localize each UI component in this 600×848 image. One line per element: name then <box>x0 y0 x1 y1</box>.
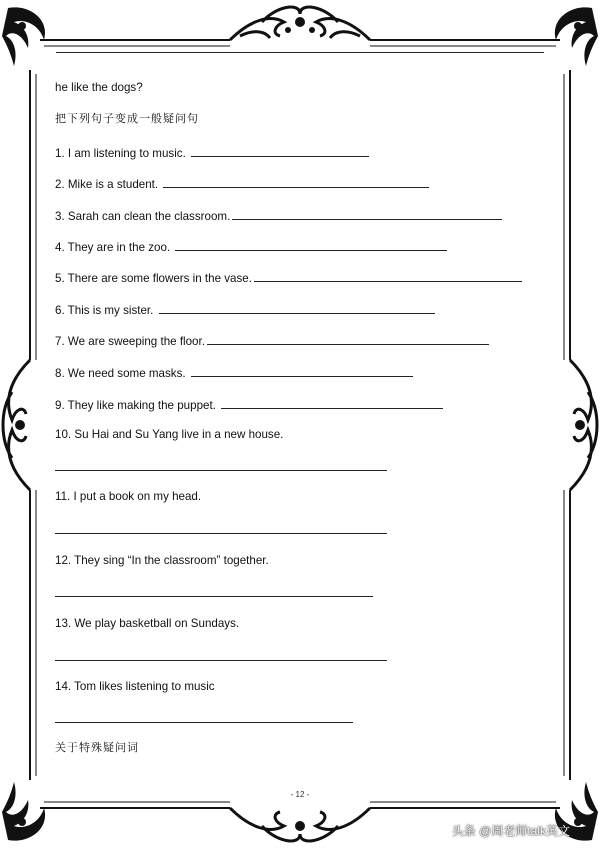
question-8: 8. We need some masks. <box>55 365 413 381</box>
question-7: 7. We are sweeping the floor. <box>55 333 489 349</box>
question-14: 14. Tom likes listening to music <box>55 680 215 693</box>
header-rule <box>56 52 544 53</box>
answer-line-13[interactable] <box>55 660 387 661</box>
question-4: 4. They are in the zoo. <box>55 239 447 255</box>
answer-blank[interactable] <box>191 365 413 377</box>
answer-line-14[interactable] <box>55 722 353 723</box>
question-2: 2. Mike is a student. <box>55 176 429 192</box>
question-9: 9. They like making the puppet. <box>55 397 443 413</box>
answer-blank[interactable] <box>254 270 522 282</box>
answer-blank[interactable] <box>191 145 369 157</box>
answer-line-10[interactable] <box>55 470 387 471</box>
question-1: 1. I am listening to music. <box>55 145 369 161</box>
question-11: 11. I put a book on my head. <box>55 490 202 503</box>
answer-line-11[interactable] <box>55 533 387 534</box>
question-6: 6. This is my sister. <box>55 302 435 318</box>
section-title-general-questions: 把下列句子变成一般疑问句 <box>55 112 199 125</box>
answer-blank[interactable] <box>232 208 502 220</box>
answer-blank[interactable] <box>221 397 443 409</box>
question-5: 5. There are some flowers in the vase. <box>55 270 522 286</box>
answer-blank[interactable] <box>159 302 435 314</box>
section-title-wh-questions: 关于特殊疑问词 <box>55 741 139 754</box>
question-10: 10. Su Hai and Su Yang live in a new house. <box>55 428 284 441</box>
page-number: - 12 - <box>290 790 310 799</box>
intro-text: he like the dogs? <box>55 81 143 94</box>
answer-blank[interactable] <box>163 176 429 188</box>
question-13: 13. We play basketball on Sundays. <box>55 617 240 630</box>
question-3: 3. Sarah can clean the classroom. <box>55 208 502 224</box>
answer-line-12[interactable] <box>55 596 373 597</box>
answer-blank[interactable] <box>207 333 489 345</box>
watermark: 头条 @周老师talk英文 <box>451 824 570 838</box>
answer-blank[interactable] <box>175 239 447 251</box>
question-12: 12. They sing “In the classroom” together. <box>55 554 269 567</box>
